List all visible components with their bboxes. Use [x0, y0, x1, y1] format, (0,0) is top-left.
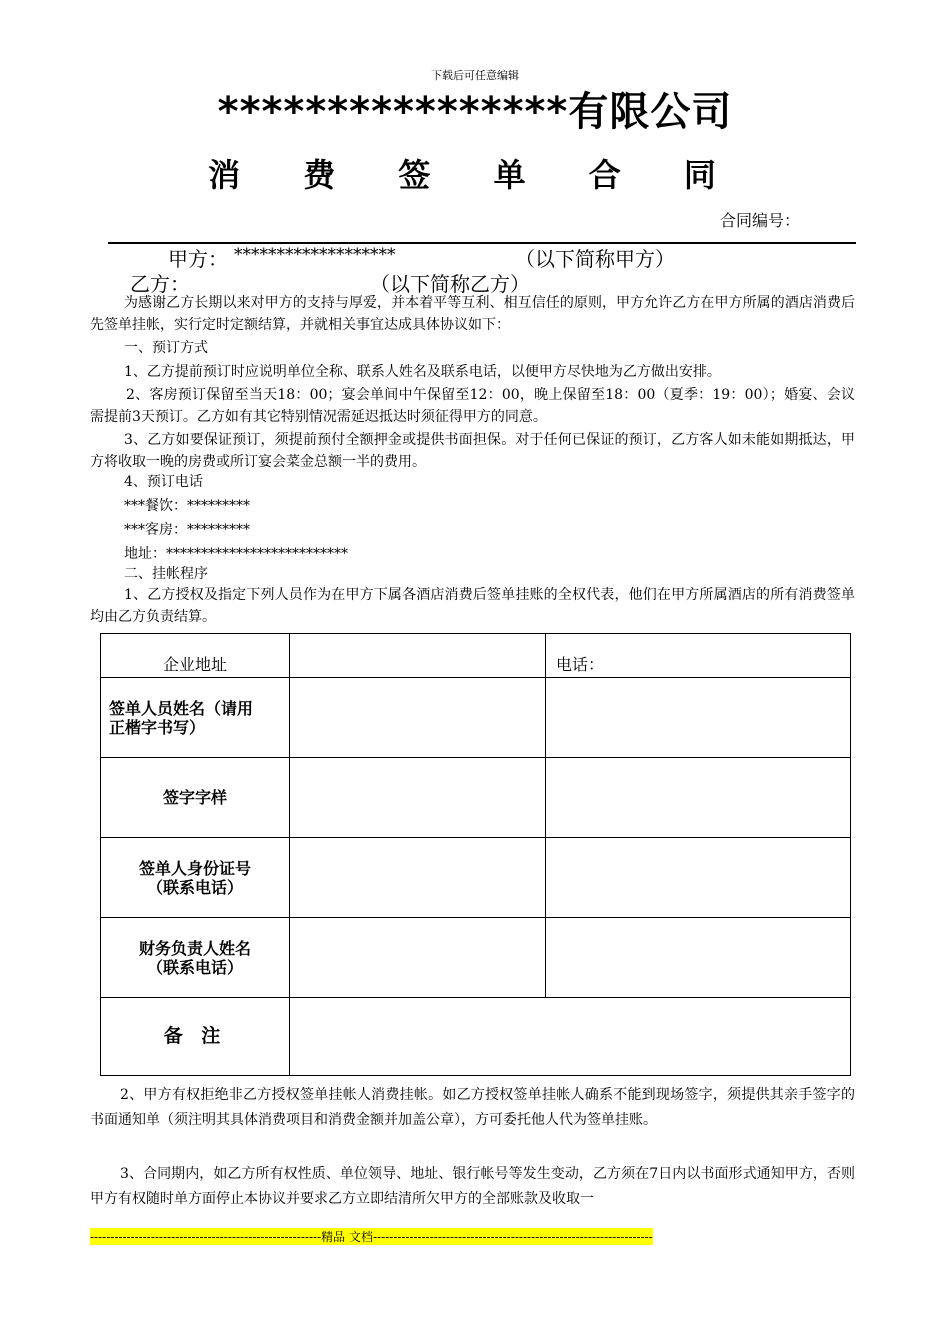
table-row [101, 838, 851, 918]
signer-id-field-2[interactable] [546, 838, 851, 918]
company-name: ****************有限公司 [217, 89, 733, 135]
finance-manager-field-1[interactable] [290, 918, 546, 998]
phone-label[interactable]: 电话： [546, 634, 851, 678]
item-3: 3、乙方如要保证预订，须提前预付全额押金或提供书面担保。对于任何已保证的预订，乙方客人如未能如期抵达，甲方将收取一晚的房费或所订宴会菜金总额一半的费用。 [90, 432, 855, 470]
address-line: 地址：************************** [124, 546, 348, 562]
signer-id-field-1[interactable] [290, 838, 546, 918]
signer-name-field-2[interactable] [546, 678, 851, 758]
signature-sample-label: 签字字样 [101, 758, 290, 838]
dining-phone: ***餐饮：********* [124, 498, 250, 514]
section-2-item-2: 2、甲方有权拒绝非乙方授权签单挂帐人消费挂帐。如乙方授权签单挂帐人确系不能到现场签字，须提供其亲手签字的书面通知单（须注明其具体消费项目和消费金额并加盖公章），方可委托他人代为签单挂账。 [90, 1087, 855, 1128]
party-a-note: （以下简称甲方） [515, 247, 675, 271]
table-row [101, 998, 851, 1076]
remarks-label: 备 注 [101, 998, 290, 1076]
enterprise-address-field[interactable] [290, 634, 546, 678]
signer-name-field-1[interactable] [290, 678, 546, 758]
signer-id-label: 签单人身份证号（联系电话） [101, 838, 290, 918]
section-1-heading: 一、预订方式 [124, 340, 208, 356]
footer-label: 精品 文档 [321, 1230, 373, 1244]
party-a-label: 甲方： [168, 247, 228, 271]
intro-paragraph: 为感谢乙方长期以来对甲方的支持与厚爱，并本着平等互利、相互信任的原则，甲方允许乙方在甲方所属的酒店消费后先签单挂帐，实行定时定额结算，并就相关事宜达成具体协议如下： [90, 295, 855, 333]
party-b-label: 乙方： [130, 272, 190, 296]
section-2-item-3: 3、合同期内，如乙方所有权性质、单位领导、地址、银行帐号等发生变动，乙方须在7日内以书面形式通知甲方，否则甲方有权随时单方面停止本协议并要求乙方立即结清所欠甲方的全部账款及收取一 [90, 1166, 855, 1207]
party-a-value: ******************* [234, 245, 396, 265]
item-4: 4、预订电话 [124, 474, 203, 490]
top-note: 下载后可任意编辑 [431, 69, 519, 82]
remarks-field[interactable] [290, 998, 851, 1076]
signature-sample-field-2[interactable] [546, 758, 851, 838]
enterprise-address-label: 企业地址 [101, 634, 290, 678]
document-title: 消 费 签 单 合 同 [208, 156, 742, 194]
table-row [101, 634, 851, 678]
section-2-item-1: 1、乙方授权及指定下列人员作为在甲方下属各酒店消费后签单挂账的全权代表，他们在甲方所属酒店的所有消费签单均由乙方负责结算。 [90, 587, 855, 625]
footer-right-dashes: --------------------------------------------------------------------- [372, 1230, 653, 1244]
item-1: 1、乙方提前预订时应说明单位全称、联系人姓名及联系电话，以便甲方尽快地为乙方做出安排。 [124, 364, 721, 380]
contract-number-label: 合同编号： [720, 211, 801, 230]
section-2-heading: 二、挂帐程序 [124, 566, 208, 582]
item-2: 2、客房预订保留至当天18：00；宴会单间中午保留至12：00，晚上保留至18：00（夏季：19：00）；婚宴、会议需提前3天预订。乙方如有其它特别情况需延迟抵达时须征得甲方的同意。 [90, 387, 855, 425]
finance-manager-label: 财务负责人姓名（联系电话） [101, 918, 290, 998]
signatory-table [100, 633, 851, 1076]
footer-banner [90, 1228, 653, 1245]
party-b-note: （以下简称乙方） [370, 272, 530, 296]
footer-left-dashes: --------------------------------------------------------- [90, 1230, 322, 1244]
finance-manager-field-2[interactable] [546, 918, 851, 998]
table-row [101, 758, 851, 838]
signature-sample-field-1[interactable] [290, 758, 546, 838]
signer-name-label: 签单人员姓名（请用正楷字书写） [101, 678, 290, 758]
rooms-phone: ***客房：********* [124, 522, 250, 538]
table-row [101, 918, 851, 998]
table-row [101, 678, 851, 758]
